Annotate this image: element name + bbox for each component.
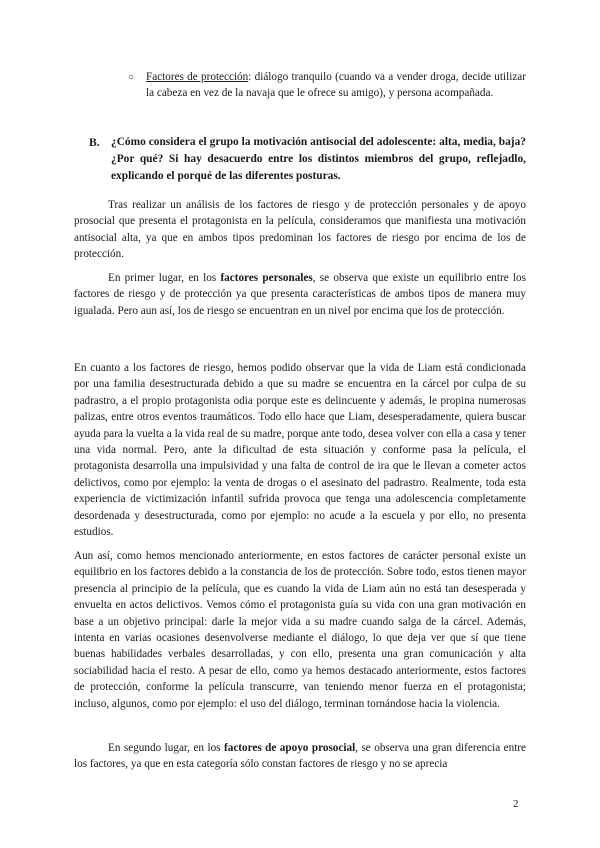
p5-before: En segundo lugar, en los [108,742,224,754]
bullet-label: Factores de protección [146,71,249,83]
paragraph-prosocial-factors [74,740,526,773]
paragraph-personal-factors [74,270,526,319]
p5-bold: factores de apoyo prosocial [224,742,356,754]
paragraph-intro: Tras realizar un análisis de los factores de riesgo y de protección personales y de apoyo prosocial que presenta el protagonista en la película, consideramos que manifiesta una motivación antisocial alta, ya que en ambos tipos predominan los factores de riesgo por encima de los de protección. [74,199,526,261]
p2-after: , se observa que existe un equilibrio entre los factores de riesgo y de protección ya que presenta características de ambos tipos de manera muy igualada. Pero aun así, los de riesgo se encuentran en un nivel por encima que los de protección. [74,272,526,317]
p2-before: En primer lugar, en los [108,272,221,284]
p2-bold: factores personales [220,272,313,284]
bullet-body: : diálogo tranquilo (cuando va a vender droga, decide utilizar la cabeza en vez de la navaja que le ofrece su amigo), y persona acompañada. [146,71,526,100]
question-text: ¿Cómo considera el grupo la motivación antisocial del adolescente: alta, media, baja? ¿Por qué? Si hay desacuerdo entre los distintos miembros del grupo, reflejadlo, explicando el porqué de las diferentes posturas. [111,136,526,182]
paragraph-risk-factors: En cuanto a los factores de riesgo, hemos podido observar que la vida de Liam está condicionada por una familia desestructurada debido a que su madre se encuentra en la cárcel por culpa de su padrastro, a el propio protagonista odia porque este es delincuente y además, le propina numerosas palizas, entre otros eventos traumáticos. Todo ello hace que Liam, desesperadamente, quiera buscar ayuda para la vuelta a la vida real de su madre, porque ante todo, desea volver con ella a casa y tener una vida normal. Pero, ante la dificultad de esta situación y conforme pasa la película, el protagonista desarrolla una impulsividad y una falta de control de ira que le llevan a cometer actos delictivos, como por ejemplo: la venta de drogas o el asesinato del padrastro. Realmente, toda esta experiencia de victimización infantil sufrida provoca que tenga una adolescencia completamente desordenada y desestructurada, como por ejemplo: no acude a la escuela y por ello, no presenta estudios. [74,362,526,539]
p5-after: , se observa una gran diferencia entre los factores, ya que en esta categoría sólo constan factores de riesgo y no se aprecia [74,742,527,771]
question-marker: B. [89,136,100,149]
page-number: 2 [513,798,519,810]
circle-bullet-icon: ○ [128,72,135,83]
bullet-text [146,69,526,102]
paragraph-protection-balance: Aun así, como hemos mencionado anteriormente, en estos factores de carácter personal existe un equilibrio en los factores debido a la constancia de los de protección. Sobre todo, estos tienen mayor presencia al principio de la película, que es cuando la vida de Liam aún no está tan desesperada y envuelta en actos delictivos. Vemos cómo el protagonista guía su vida con una gran motivación en base a un objetivo principal: darle la mejor vida a su madre cuando salga de la cárcel. Además, intenta en varias ocasiones desenvolverse mediante el diálogo, lo que deja ver que sí que tiene buenas habilidades verbales desarrolladas, y con ello, presenta una gran comunicación y alta sociabilidad hacia el resto. A pesar de ello, como ya hemos destacado anteriormente, estos factores de protección, conforme la película transcurre, van teniendo menor fuerza en el protagonista; incluso, algunos, como por ejemplo: el uso del diálogo, terminan tornándose hacia la violencia. [74,550,526,710]
